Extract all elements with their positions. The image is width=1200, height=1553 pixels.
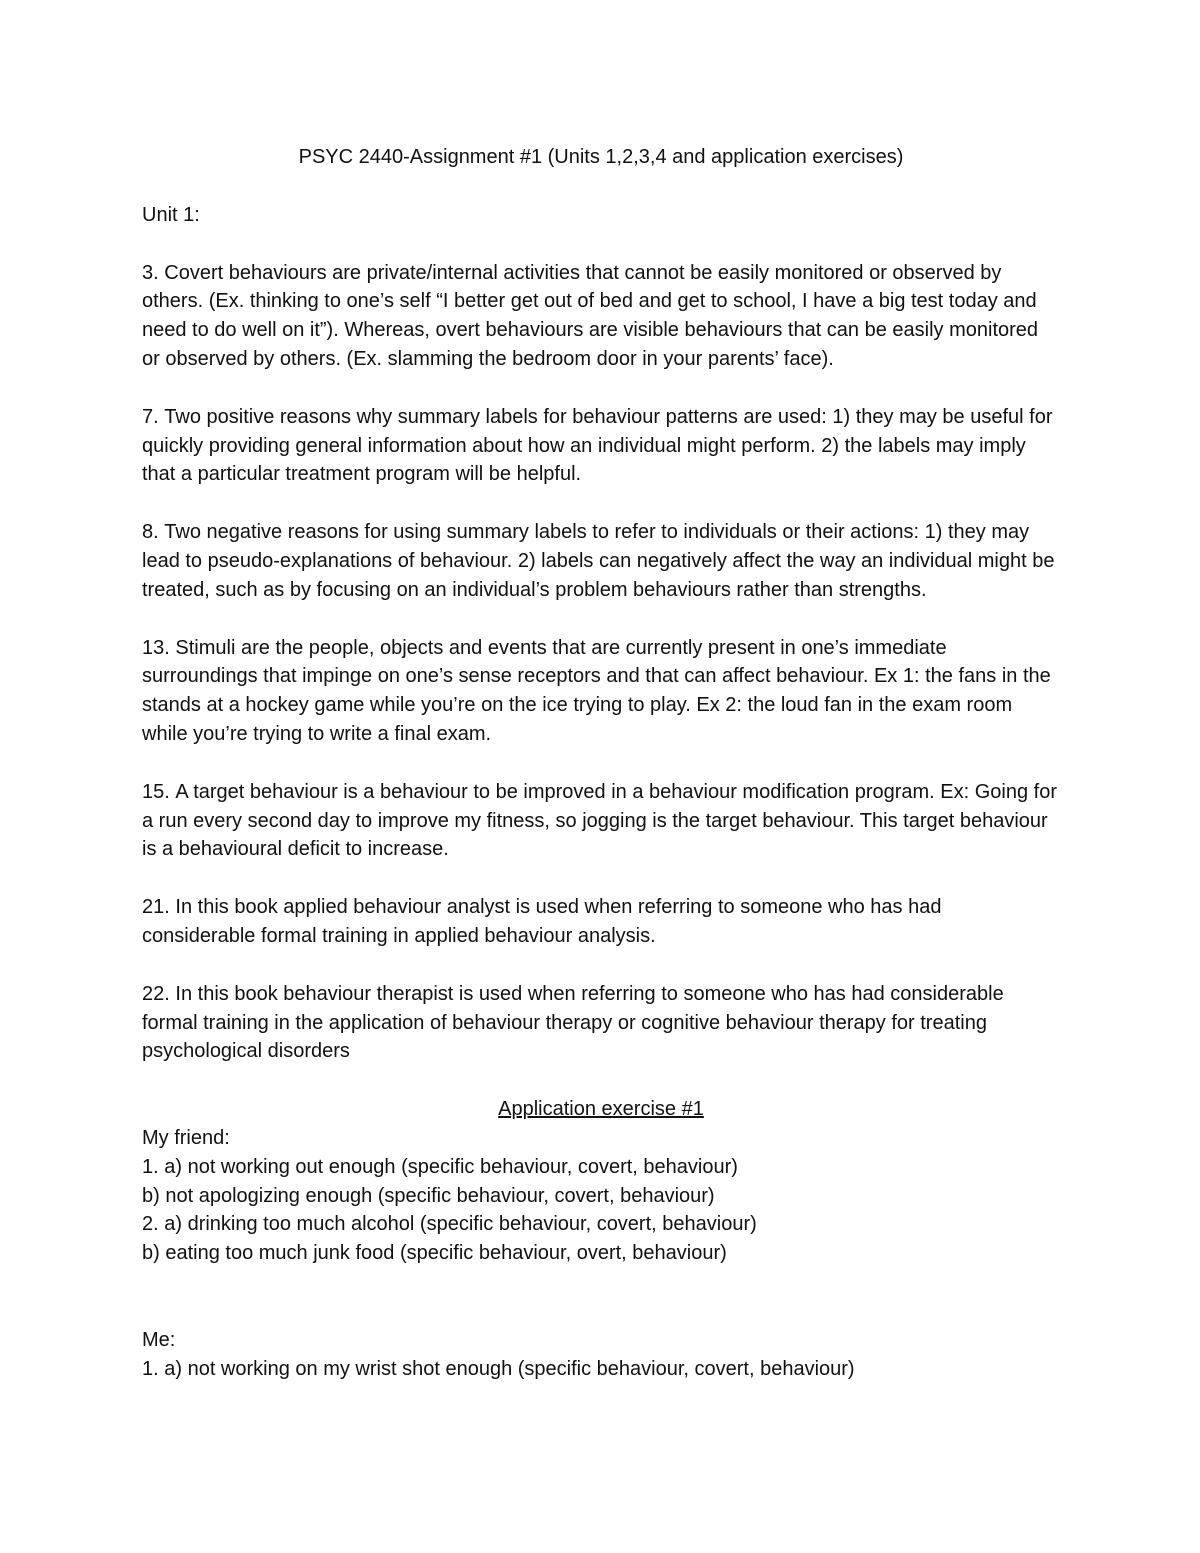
answer-8 [142, 518, 1060, 604]
answer-text: In this book behaviour therapist is used when referring to someone who has had considerable formal training in the application of behaviour therapy or cognitive behaviour therapy for treating psychological disorders [142, 982, 1004, 1063]
unit-heading: Unit 1: [142, 203, 200, 226]
friend-line: 2. a) drinking too much alcohol (specific behaviour, covert, behaviour) [142, 1213, 757, 1236]
friend-label: My friend: [142, 1126, 230, 1149]
answer-number: 22. [142, 982, 170, 1005]
me-line: 1. a) not working on my wrist shot enough (specific behaviour, covert, behaviour) [142, 1357, 855, 1380]
answer-15 [142, 778, 1060, 864]
answer-number: 7. [142, 405, 159, 428]
answer-text: Covert behaviours are private/internal activities that cannot be easily monitored or observed by others. (Ex. thinking to one’s self “I better get out of bed and get to school, I have a big test today and need to do well on it”). Whereas, overt behaviours are visible behaviours that can be easily monitored or observed by others. (Ex. slamming the bedroom door in your parents’ face). [142, 261, 1039, 370]
me-label: Me: [142, 1328, 176, 1351]
answer-3 [142, 259, 1060, 374]
answer-number: 15. [142, 780, 170, 803]
answer-text: Two negative reasons for using summary labels to refer to individuals or their actions: 1) they may lead to pseudo-explanations of behaviour. 2) labels can negatively affect the way an individual might be treated, such as by focusing on an individual’s problem behaviours rather than strengths. [142, 521, 1055, 601]
answer-22 [142, 980, 1060, 1066]
document-body [142, 143, 1060, 1384]
answer-text: Stimuli are the people, objects and events that are currently present in one’s immediate surroundings that impinge on one’s sense receptors and that can affect behaviour. Ex 1: the fans in the stands at a hockey game while you’re on the ice trying to play. Ex 2: the loud fan in the exam room while you’re trying to write a final exam. [142, 636, 1051, 745]
answer-number: 13. [142, 636, 170, 659]
friend-line: 1. a) not working out enough (specific behaviour, covert, behaviour) [142, 1155, 738, 1178]
friend-line: b) eating too much junk food (specific behaviour, overt, behaviour) [142, 1242, 727, 1265]
document-title: PSYC 2440-Assignment #1 (Units 1,2,3,4 and application exercises) [298, 146, 904, 168]
section-spacer [142, 1268, 1060, 1326]
friend-line: b) not apologizing enough (specific behaviour, covert, behaviour) [142, 1184, 715, 1207]
answer-text: In this book applied behaviour analyst is used when referring to someone who has had considerable formal training in applied behaviour analysis. [142, 896, 942, 947]
answer-21 [142, 893, 1060, 951]
answer-number: 3. [142, 261, 159, 284]
answer-text: Two positive reasons why summary labels for behaviour patterns are used: 1) they may be useful for quickly providing general information about how an individual might perform. 2) the labels may imply that a particular treatment program will be helpful. [142, 405, 1053, 486]
answer-text: A target behaviour is a behaviour to be improved in a behaviour modification program. Ex: Going for a run every second day to improve my fitness, so jogging is the target behaviour. This target behaviour is a behavioural deficit to increase. [142, 780, 1058, 861]
answer-number: 21. [142, 896, 170, 919]
answer-13 [142, 634, 1060, 749]
application-heading: Application exercise #1 [498, 1098, 704, 1121]
answer-number: 8. [142, 521, 159, 544]
answer-7 [142, 403, 1060, 489]
